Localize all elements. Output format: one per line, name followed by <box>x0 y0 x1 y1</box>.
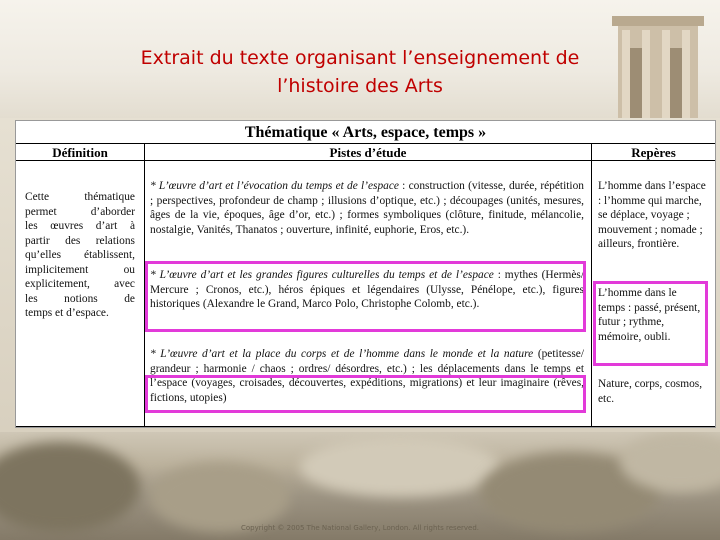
slide-title-line-2: l’histoire des Arts <box>277 75 443 97</box>
piste-1-text: : construction (vitesse, durée, répétition ; perspectives, profondeur de champ ; illusions d’optique, etc.) ; découpages (unités, mesures, âges de la vie, époques, âge d’or, etc.) ; formes symboliques (clôture, finitude, mélancolie, nostalgie, Vanités, Thanatos ; ouverture, infinité, euphorie, Eros, etc.). <box>150 180 584 236</box>
header-reperes: Repères <box>631 145 676 160</box>
highlight-box-temps <box>593 281 708 366</box>
piste-3-text: (petitesse/ grandeur ; harmonie / chaos ; ordres/ désordres, etc.) ; les déplacements dans le temps et l’espace (voyages, croisades, découvertes, expéditions, migrations) et leur imaginaire (rêves, fictions, utopies) <box>150 348 584 404</box>
repere-2: L’homme dans le temps : passé, présent, futur ; rythme, mémoire, oubli. <box>598 287 701 343</box>
definition-line: explicitement, avec <box>25 278 135 290</box>
definition-line: les œuvres d’art à <box>25 220 135 232</box>
piste-3-lead: * L’œuvre d’art et la place du corps et de l’homme dans le monde et la nature <box>150 348 534 360</box>
definition-line: Cette thématique <box>25 191 135 203</box>
piste-2-lead: * L’œuvre d’art et les grandes figures culturelles du temps et de l’espace <box>150 269 494 281</box>
table-title: Thématique « Arts, espace, temps » <box>244 124 487 141</box>
slide-title <box>60 44 660 100</box>
definition-line: les notions de <box>25 292 135 305</box>
copyright-notice: Copyright © 2005 The National Gallery, London. All rights reserved. <box>240 524 480 532</box>
definition-line: implicitement ou <box>25 263 135 276</box>
repere-1: L’homme dans l’espace : l’homme qui marche, se déplace, voyage ; mouvement ; nomade ; ailleurs, frontière. <box>598 180 706 250</box>
header-definition: Définition <box>52 145 108 160</box>
highlight-box-figures <box>145 261 586 332</box>
definition-line: permet d’aborder <box>25 205 135 218</box>
highlight-box-deplacements <box>145 375 586 413</box>
piste-1-lead: * L’œuvre d’art et l’évocation du temps et de l’espace <box>150 180 399 192</box>
document-table-image <box>15 120 716 428</box>
piste-2-text: : mythes (Hermès/ Mercure ; Cronos, etc.), héros épiques et légendaires (Ulysse, Pénélope, etc.), figures historiques (Alexandre le Grand, Marco Polo, Christophe Colomb, etc.). <box>150 269 584 310</box>
definition-cell <box>25 190 135 321</box>
definition-line: qu’elles établissent, <box>25 249 135 261</box>
repere-3: Nature, corps, cosmos, etc. <box>598 378 703 405</box>
header-pistes: Pistes d’étude <box>329 145 407 160</box>
definition-line: temps et d’espace. <box>25 307 109 319</box>
piste-1 <box>150 179 584 237</box>
definition-line: partir des relations <box>25 234 135 247</box>
slide-title-line-1: Extrait du texte organisant l’enseignement de <box>140 47 580 69</box>
